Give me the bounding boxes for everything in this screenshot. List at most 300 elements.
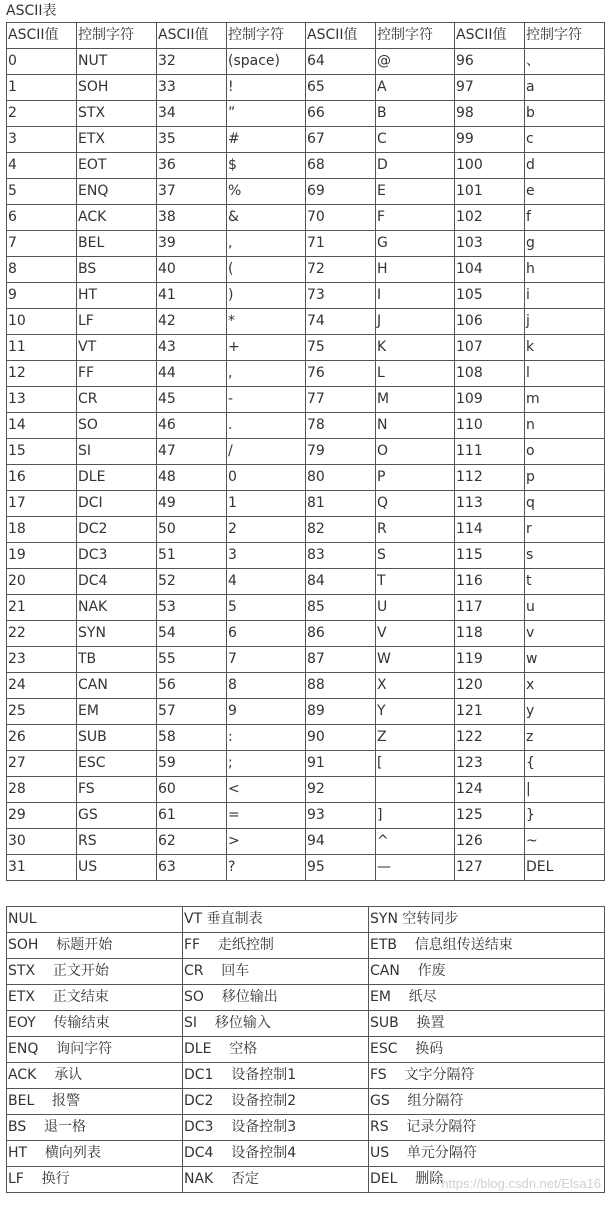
column-header: ASCII值 [455, 23, 525, 49]
control-char-cell: y [525, 699, 605, 725]
control-char-cell: GS [77, 803, 157, 829]
ascii-code-cell: 93 [306, 803, 376, 829]
legend-cell: DC4 设备控制4 [183, 1141, 369, 1167]
table-row [7, 413, 605, 439]
ascii-code-cell: 117 [455, 595, 525, 621]
table-row [7, 517, 605, 543]
ascii-code-cell: 74 [306, 309, 376, 335]
control-char-cell: + [227, 335, 306, 361]
control-char-cell: 7 [227, 647, 306, 673]
ascii-code-cell: 65 [306, 75, 376, 101]
table-row [7, 361, 605, 387]
control-char-cell: 3 [227, 543, 306, 569]
ascii-code-cell: 41 [157, 283, 227, 309]
ascii-code-cell: 107 [455, 335, 525, 361]
column-header: 控制字符 [227, 23, 306, 49]
control-char-cell: ENQ [77, 179, 157, 205]
control-char-cell: A [376, 75, 455, 101]
ascii-code-cell: 87 [306, 647, 376, 673]
ascii-code-cell: 101 [455, 179, 525, 205]
control-char-cell: STX [77, 101, 157, 127]
control-char-cell: g [525, 231, 605, 257]
control-char-cell: U [376, 595, 455, 621]
control-char-cell: | [525, 777, 605, 803]
ascii-code-cell: 35 [157, 127, 227, 153]
ascii-code-cell: 120 [455, 673, 525, 699]
ascii-code-cell: 115 [455, 543, 525, 569]
ascii-code-cell: 97 [455, 75, 525, 101]
column-header: ASCII值 [7, 23, 77, 49]
table-row [7, 1037, 605, 1063]
ascii-code-cell: 71 [306, 231, 376, 257]
ascii-code-cell: 66 [306, 101, 376, 127]
ascii-code-cell: 91 [306, 751, 376, 777]
legend-cell: ETX 正文结束 [7, 985, 183, 1011]
ascii-header-row [7, 23, 605, 49]
ascii-code-cell: 86 [306, 621, 376, 647]
ascii-code-cell: 123 [455, 751, 525, 777]
control-char-cell: DCI [77, 491, 157, 517]
control-char-cell: & [227, 205, 306, 231]
control-char-cell: NUT [77, 49, 157, 75]
ascii-code-cell: 15 [7, 439, 77, 465]
ascii-code-cell: 47 [157, 439, 227, 465]
ascii-code-cell: 90 [306, 725, 376, 751]
control-char-cell: SOH [77, 75, 157, 101]
ascii-code-cell: 84 [306, 569, 376, 595]
control-char-cell: E [376, 179, 455, 205]
table-row [7, 933, 605, 959]
ascii-code-cell: 96 [455, 49, 525, 75]
ascii-code-cell: 103 [455, 231, 525, 257]
control-char-legend-table [6, 906, 605, 1193]
table-row [7, 777, 605, 803]
ascii-code-cell: 83 [306, 543, 376, 569]
legend-cell: CR 回车 [183, 959, 369, 985]
legend-cell: BEL 报警 [7, 1089, 183, 1115]
ascii-code-cell: 112 [455, 465, 525, 491]
ascii-code-cell: 14 [7, 413, 77, 439]
legend-cell: HT 横向列表 [7, 1141, 183, 1167]
control-char-cell: CR [77, 387, 157, 413]
control-char-cell: , [227, 231, 306, 257]
ascii-code-cell: 55 [157, 647, 227, 673]
ascii-code-cell: 69 [306, 179, 376, 205]
legend-cell: SYN 空转同步 [369, 907, 605, 933]
ascii-code-cell: 46 [157, 413, 227, 439]
table-row [7, 595, 605, 621]
ascii-code-cell: 58 [157, 725, 227, 751]
ascii-code-cell: 3 [7, 127, 77, 153]
table-row [7, 127, 605, 153]
control-char-cell: DLE [77, 465, 157, 491]
control-char-cell: ! [227, 75, 306, 101]
control-char-cell: . [227, 413, 306, 439]
control-char-cell: i [525, 283, 605, 309]
control-char-cell: D [376, 153, 455, 179]
legend-cell: EOY 传输结束 [7, 1011, 183, 1037]
ascii-code-cell: 113 [455, 491, 525, 517]
ascii-code-cell: 0 [7, 49, 77, 75]
ascii-code-cell: 81 [306, 491, 376, 517]
ascii-code-cell: 92 [306, 777, 376, 803]
legend-cell: RS 记录分隔符 [369, 1115, 605, 1141]
control-char-cell: / [227, 439, 306, 465]
control-char-cell: * [227, 309, 306, 335]
control-char-cell: US [77, 855, 157, 881]
ascii-code-cell: 76 [306, 361, 376, 387]
table-row [7, 309, 605, 335]
control-char-cell: EOT [77, 153, 157, 179]
control-char-cell: = [227, 803, 306, 829]
control-char-cell: r [525, 517, 605, 543]
control-char-cell: DC3 [77, 543, 157, 569]
table-row [7, 621, 605, 647]
control-char-cell: ESC [77, 751, 157, 777]
ascii-code-cell: 104 [455, 257, 525, 283]
legend-cell: DC1 设备控制1 [183, 1063, 369, 1089]
control-char-cell: % [227, 179, 306, 205]
control-char-cell: O [376, 439, 455, 465]
table-row [7, 751, 605, 777]
control-char-cell: 5 [227, 595, 306, 621]
control-char-cell: ACK [77, 205, 157, 231]
ascii-code-cell: 77 [306, 387, 376, 413]
control-char-cell: LF [77, 309, 157, 335]
ascii-code-cell: 99 [455, 127, 525, 153]
control-char-cell: [ [376, 751, 455, 777]
control-char-cell: SI [77, 439, 157, 465]
control-char-cell: ? [227, 855, 306, 881]
ascii-code-cell: 1 [7, 75, 77, 101]
table-row [7, 1115, 605, 1141]
ascii-code-cell: 12 [7, 361, 77, 387]
ascii-code-cell: 43 [157, 335, 227, 361]
control-char-cell: G [376, 231, 455, 257]
ascii-code-cell: 11 [7, 335, 77, 361]
ascii-code-cell: 82 [306, 517, 376, 543]
control-char-cell: j [525, 309, 605, 335]
control-char-cell: v [525, 621, 605, 647]
column-header: 控制字符 [77, 23, 157, 49]
table-row [7, 829, 605, 855]
table-row [7, 855, 605, 881]
legend-cell: DC3 设备控制3 [183, 1115, 369, 1141]
ascii-code-cell: 108 [455, 361, 525, 387]
control-char-cell: ^ [376, 829, 455, 855]
table-row [7, 959, 605, 985]
control-char-cell: b [525, 101, 605, 127]
table-row [7, 803, 605, 829]
column-header: 控制字符 [525, 23, 605, 49]
ascii-code-cell: 105 [455, 283, 525, 309]
ascii-code-cell: 114 [455, 517, 525, 543]
ascii-code-cell: 88 [306, 673, 376, 699]
control-char-cell: C [376, 127, 455, 153]
legend-cell: ENQ 询问字符 [7, 1037, 183, 1063]
ascii-code-cell: 110 [455, 413, 525, 439]
ascii-table [6, 22, 605, 881]
table-row [7, 1063, 605, 1089]
control-char-cell: — [376, 855, 455, 881]
ascii-code-cell: 42 [157, 309, 227, 335]
control-char-cell: o [525, 439, 605, 465]
control-char-cell: BS [77, 257, 157, 283]
table-row [7, 1089, 605, 1115]
ascii-code-cell: 28 [7, 777, 77, 803]
control-char-cell: n [525, 413, 605, 439]
control-char-cell: T [376, 569, 455, 595]
table-row [7, 1011, 605, 1037]
control-char-cell: > [227, 829, 306, 855]
watermark: https://blog.csdn.net/Elsa16 [441, 1176, 601, 1191]
control-char-cell: CAN [77, 673, 157, 699]
control-char-cell: < [227, 777, 306, 803]
ascii-code-cell: 57 [157, 699, 227, 725]
ascii-code-cell: 51 [157, 543, 227, 569]
control-char-cell: p [525, 465, 605, 491]
control-char-cell: DC4 [77, 569, 157, 595]
control-char-cell: EM [77, 699, 157, 725]
control-char-cell: M [376, 387, 455, 413]
control-char-cell: 8 [227, 673, 306, 699]
ascii-code-cell: 106 [455, 309, 525, 335]
ascii-code-cell: 116 [455, 569, 525, 595]
control-char-cell: ; [227, 751, 306, 777]
control-char-cell: w [525, 647, 605, 673]
ascii-code-cell: 121 [455, 699, 525, 725]
ascii-code-cell: 2 [7, 101, 77, 127]
legend-cell: SI 移位输入 [183, 1011, 369, 1037]
column-header: ASCII值 [306, 23, 376, 49]
control-char-cell: 0 [227, 465, 306, 491]
ascii-code-cell: 122 [455, 725, 525, 751]
control-char-cell: k [525, 335, 605, 361]
control-char-cell: @ [376, 49, 455, 75]
legend-cell: SOH 标题开始 [7, 933, 183, 959]
control-char-cell: J [376, 309, 455, 335]
ascii-code-cell: 6 [7, 205, 77, 231]
ascii-code-cell: 95 [306, 855, 376, 881]
control-char-cell: t [525, 569, 605, 595]
table-row [7, 1141, 605, 1167]
ascii-code-cell: 72 [306, 257, 376, 283]
control-char-cell: I [376, 283, 455, 309]
control-char-cell: FS [77, 777, 157, 803]
control-char-cell: 4 [227, 569, 306, 595]
control-char-cell: a [525, 75, 605, 101]
ascii-code-cell: 127 [455, 855, 525, 881]
table-row [7, 49, 605, 75]
ascii-code-cell: 23 [7, 647, 77, 673]
control-char-cell: - [227, 387, 306, 413]
column-header: 控制字符 [376, 23, 455, 49]
table-row [7, 257, 605, 283]
legend-cell: DLE 空格 [183, 1037, 369, 1063]
ascii-code-cell: 31 [7, 855, 77, 881]
control-char-cell: RS [77, 829, 157, 855]
ascii-code-cell: 26 [7, 725, 77, 751]
table-row [7, 179, 605, 205]
ascii-code-cell: 10 [7, 309, 77, 335]
control-char-cell: 9 [227, 699, 306, 725]
ascii-code-cell: 75 [306, 335, 376, 361]
control-char-cell: DC2 [77, 517, 157, 543]
control-char-cell: Q [376, 491, 455, 517]
control-char-cell: 2 [227, 517, 306, 543]
control-char-cell: L [376, 361, 455, 387]
ascii-code-cell: 30 [7, 829, 77, 855]
control-char-cell: h [525, 257, 605, 283]
ascii-code-cell: 17 [7, 491, 77, 517]
ascii-code-cell: 126 [455, 829, 525, 855]
legend-cell: US 单元分隔符 [369, 1141, 605, 1167]
ascii-code-cell: 124 [455, 777, 525, 803]
control-char-cell: K [376, 335, 455, 361]
ascii-code-cell: 36 [157, 153, 227, 179]
ascii-code-cell: 68 [306, 153, 376, 179]
ascii-code-cell: 16 [7, 465, 77, 491]
ascii-code-cell: 33 [157, 75, 227, 101]
ascii-code-cell: 45 [157, 387, 227, 413]
table-row [7, 543, 605, 569]
control-char-cell: x [525, 673, 605, 699]
ascii-code-cell: 25 [7, 699, 77, 725]
control-char-cell: m [525, 387, 605, 413]
ascii-code-cell: 67 [306, 127, 376, 153]
control-char-cell: SUB [77, 725, 157, 751]
ascii-code-cell: 85 [306, 595, 376, 621]
control-char-cell: V [376, 621, 455, 647]
table-row [7, 725, 605, 751]
ascii-code-cell: 54 [157, 621, 227, 647]
control-char-cell: BEL [77, 231, 157, 257]
ascii-code-cell: 61 [157, 803, 227, 829]
control-char-cell: SYN [77, 621, 157, 647]
control-char-cell [376, 777, 455, 803]
ascii-code-cell: 38 [157, 205, 227, 231]
control-char-cell: FF [77, 361, 157, 387]
control-char-cell: : [227, 725, 306, 751]
control-char-cell: P [376, 465, 455, 491]
control-char-cell: ) [227, 283, 306, 309]
control-char-cell: d [525, 153, 605, 179]
control-char-cell: DEL [525, 855, 605, 881]
control-char-cell: TB [77, 647, 157, 673]
page-title: ASCII表 [6, 3, 57, 19]
ascii-code-cell: 20 [7, 569, 77, 595]
ascii-code-cell: 44 [157, 361, 227, 387]
ascii-code-cell: 89 [306, 699, 376, 725]
legend-cell: DC2 设备控制2 [183, 1089, 369, 1115]
control-char-cell: F [376, 205, 455, 231]
ascii-code-cell: 62 [157, 829, 227, 855]
control-char-cell: R [376, 517, 455, 543]
control-char-cell: z [525, 725, 605, 751]
ascii-code-cell: 19 [7, 543, 77, 569]
legend-cell: BS 退一格 [7, 1115, 183, 1141]
control-char-cell: ” [227, 101, 306, 127]
table-row [7, 569, 605, 595]
legend-cell: FF 走纸控制 [183, 933, 369, 959]
ascii-code-cell: 80 [306, 465, 376, 491]
table-row [7, 491, 605, 517]
ascii-code-cell: 27 [7, 751, 77, 777]
ascii-code-cell: 40 [157, 257, 227, 283]
ascii-code-cell: 4 [7, 153, 77, 179]
ascii-code-cell: 111 [455, 439, 525, 465]
control-char-cell: l [525, 361, 605, 387]
control-char-cell: $ [227, 153, 306, 179]
ascii-code-cell: 49 [157, 491, 227, 517]
ascii-code-cell: 22 [7, 621, 77, 647]
ascii-code-cell: 94 [306, 829, 376, 855]
control-char-cell: 1 [227, 491, 306, 517]
table-row [7, 283, 605, 309]
control-char-cell: u [525, 595, 605, 621]
control-char-cell: B [376, 101, 455, 127]
control-char-cell: SO [77, 413, 157, 439]
legend-cell: FS 文字分隔符 [369, 1063, 605, 1089]
table-row [7, 153, 605, 179]
ascii-code-cell: 56 [157, 673, 227, 699]
control-char-cell: HT [77, 283, 157, 309]
control-char-cell: NAK [77, 595, 157, 621]
legend-cell: DEL 删除 [369, 1167, 605, 1193]
ascii-code-cell: 9 [7, 283, 77, 309]
legend-cell: VT 垂直制表 [183, 907, 369, 933]
control-char-cell: N [376, 413, 455, 439]
control-char-cell: 6 [227, 621, 306, 647]
ascii-code-cell: 32 [157, 49, 227, 75]
table-row [7, 465, 605, 491]
ascii-code-cell: 18 [7, 517, 77, 543]
control-char-cell: } [525, 803, 605, 829]
control-char-cell: { [525, 751, 605, 777]
control-char-cell: X [376, 673, 455, 699]
ascii-code-cell: 125 [455, 803, 525, 829]
control-char-cell: S [376, 543, 455, 569]
table-row [7, 699, 605, 725]
legend-cell: NUL [7, 907, 183, 933]
control-char-cell: (space) [227, 49, 306, 75]
legend-cell: CAN 作废 [369, 959, 605, 985]
ascii-code-cell: 29 [7, 803, 77, 829]
ascii-code-cell: 119 [455, 647, 525, 673]
control-char-cell: VT [77, 335, 157, 361]
control-char-cell: W [376, 647, 455, 673]
ascii-code-cell: 52 [157, 569, 227, 595]
table-row [7, 387, 605, 413]
table-row [7, 231, 605, 257]
ascii-code-cell: 8 [7, 257, 77, 283]
ascii-code-cell: 21 [7, 595, 77, 621]
table-row [7, 673, 605, 699]
legend-cell: SO 移位输出 [183, 985, 369, 1011]
table-row [7, 647, 605, 673]
legend-cell: ESC 换码 [369, 1037, 605, 1063]
control-char-cell: e [525, 179, 605, 205]
control-char-cell: # [227, 127, 306, 153]
table-row [7, 985, 605, 1011]
ascii-code-cell: 78 [306, 413, 376, 439]
legend-cell: STX 正文开始 [7, 959, 183, 985]
legend-cell: GS 组分隔符 [369, 1089, 605, 1115]
table-row [7, 205, 605, 231]
table-row [7, 439, 605, 465]
ascii-code-cell: 73 [306, 283, 376, 309]
control-char-cell: s [525, 543, 605, 569]
